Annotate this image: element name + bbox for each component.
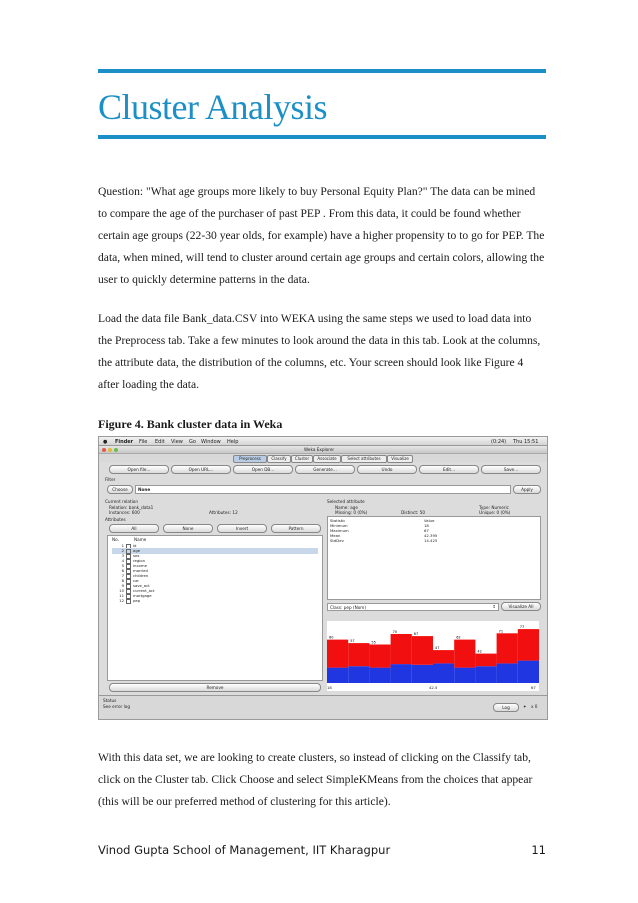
histogram-count-label: 70	[392, 630, 398, 634]
attribute-number: 10	[119, 588, 124, 593]
attribute-number: 12	[119, 598, 124, 603]
relation-name: Relation: bank_data1	[109, 505, 154, 510]
menubar-clock: Thu 15:51	[513, 438, 539, 445]
weka-screenshot	[98, 436, 548, 720]
selected-type: Type: Numeric	[479, 505, 509, 510]
window-titlebar	[99, 446, 547, 454]
remove-button[interactable]: Remove	[109, 683, 321, 692]
histogram-bar-blue	[327, 668, 348, 683]
class-select[interactable]	[327, 603, 499, 611]
histogram-count-label: 60	[329, 635, 334, 640]
open-url-button[interactable]: Open URL...	[171, 465, 231, 474]
histogram-bar-blue	[348, 666, 369, 683]
zoom-window-icon[interactable]	[114, 448, 118, 452]
minimize-window-icon[interactable]	[108, 448, 112, 452]
attribute-name: age	[133, 548, 141, 553]
attribute-name: car	[133, 578, 139, 583]
histogram-bar-red	[497, 633, 518, 663]
selected-unique: Unique: 0 (0%)	[479, 510, 511, 515]
paragraph-cluster: With this data set, we are looking to create clusters, so instead of clicking on the Classify tab, click on the Cluster tab. Click Choose and select SimpleKMeans from the choices that appear (this will be our preferred method of clustering for this article).	[98, 751, 533, 808]
checkbox-icon[interactable]	[126, 599, 131, 604]
attributes-count: Attributes: 12	[209, 510, 238, 515]
histogram-bar-red	[348, 643, 369, 666]
title-rule	[98, 135, 546, 139]
attribute-name: sex	[133, 553, 140, 558]
histogram-count-label: 71	[498, 629, 504, 634]
edit-button[interactable]: Edit...	[419, 465, 479, 474]
status-value: See error log	[103, 704, 130, 709]
age-histogram	[327, 621, 539, 691]
attribute-name: id	[133, 543, 137, 548]
stat-name: Mean	[330, 533, 341, 538]
window-title: Weka Explorer	[304, 447, 335, 452]
attribute-number: 8	[121, 578, 124, 583]
histogram-bar-red	[369, 645, 390, 668]
tab-classify[interactable]: Classify	[267, 455, 291, 463]
mac-menubar	[99, 437, 547, 446]
histogram-bar-blue	[369, 668, 390, 683]
menu-help[interactable]: Help	[227, 438, 239, 445]
tab-preprocess[interactable]: Preprocess	[233, 455, 267, 463]
histogram-bar-blue	[412, 665, 433, 683]
histogram-bar-red	[327, 640, 348, 668]
selected-distinct: Distinct: 50	[401, 510, 426, 515]
stat-value: 42.395	[424, 533, 438, 538]
menu-edit[interactable]: Edit	[155, 438, 165, 445]
visualize-all-button[interactable]: Visualize All	[501, 602, 541, 611]
tab-select-attributes[interactable]: Select attributes	[341, 455, 387, 463]
selected-attribute-label: Selected attribute	[327, 499, 365, 504]
histogram-bar-blue	[497, 663, 518, 683]
apple-icon: ●	[103, 438, 108, 445]
menu-window[interactable]: Window	[201, 438, 221, 445]
attribute-number: 11	[119, 593, 124, 598]
pattern-button[interactable]: Pattern	[271, 524, 321, 533]
attribute-number: 3	[121, 553, 124, 558]
col-no: No.	[112, 537, 119, 542]
undo-button[interactable]: Undo	[357, 465, 417, 474]
histogram-bar-red	[454, 640, 475, 668]
attribute-list[interactable]	[107, 535, 323, 681]
histogram-count-label: 77	[519, 625, 525, 630]
stat-header: Statistic	[330, 518, 346, 523]
select-none-button[interactable]: None	[163, 524, 213, 533]
attribute-name: children	[133, 573, 149, 578]
attribute-number: 5	[121, 563, 124, 568]
selected-name: Name: age	[335, 505, 358, 510]
attribute-number: 9	[121, 583, 124, 588]
select-all-button[interactable]: All	[109, 524, 159, 533]
attribute-name: mortgage	[133, 593, 152, 598]
attribute-name: pep	[133, 598, 141, 603]
histogram-count-label: 67	[413, 632, 419, 637]
status-bar	[99, 695, 547, 720]
attribute-number: 6	[121, 568, 124, 573]
histogram-count-label: 62	[456, 635, 461, 640]
page-title: Cluster Analysis	[98, 87, 328, 127]
weka-bird-icon: ✦	[523, 704, 527, 709]
open-file-button[interactable]: Open file...	[109, 465, 169, 474]
attribute-name: region	[133, 558, 146, 563]
attribute-row[interactable]	[112, 598, 318, 604]
histogram-bar-blue	[475, 666, 496, 683]
stat-value: 67	[424, 528, 429, 533]
chevron-down-icon: ⇕	[492, 604, 496, 609]
attribute-number: 7	[121, 573, 124, 578]
page-number: 11	[531, 843, 546, 857]
histogram-bar-red	[412, 636, 433, 665]
histogram-axis-label: 42.5	[429, 685, 438, 690]
histogram-count-label: 55	[371, 640, 376, 645]
explorer-tabs	[99, 454, 547, 462]
filter-field[interactable]	[135, 485, 511, 494]
page-footer	[98, 843, 546, 857]
invert-button[interactable]: Invert	[217, 524, 267, 533]
tab-cluster[interactable]: Cluster	[291, 455, 313, 463]
current-relation-label: Current relation	[105, 499, 139, 504]
instances-count: Instances: 600	[109, 510, 140, 515]
stat-name: Maximum	[330, 528, 349, 533]
statistics-table	[327, 516, 541, 600]
filter-value: None	[138, 487, 151, 492]
attribute-number: 2	[121, 548, 124, 553]
paragraph-question: Question: "What age groups more likely to buy Personal Equity Plan?" The data can be mined to compare the age of the purchaser of past PEP . From this data, it could be found whether certain age groups (22-30 year olds, for example) have a higher propensity to to go for PEP. The data, when mined, will tend to cluster around certain age groups and certain colors, allowing the user to quickly determine patterns in the data.	[98, 185, 545, 286]
histogram-bar-blue	[454, 668, 475, 683]
footer-school: Vinod Gupta School of Management, IIT Kharagpur	[98, 843, 391, 857]
histogram-axis-label: 18	[327, 685, 332, 690]
log-button[interactable]: Log	[493, 703, 519, 712]
attribute-name: save_act	[133, 583, 150, 588]
attribute-number: 4	[121, 558, 124, 563]
stat-value: 14.425	[424, 538, 438, 543]
histogram-bar-blue	[433, 663, 454, 683]
attribute-number: 1	[121, 543, 124, 548]
close-window-icon[interactable]	[102, 448, 106, 452]
figure-caption: Figure 4. Bank cluster data in Weka	[98, 417, 283, 431]
selected-missing: Missing: 0 (0%)	[335, 510, 368, 515]
histogram-bar-red	[518, 629, 539, 661]
histogram-count-label: 42	[477, 649, 482, 654]
x-count: x 0	[531, 704, 538, 709]
attribute-name: income	[133, 563, 147, 568]
open-db-button[interactable]: Open DB...	[233, 465, 293, 474]
histogram-bar-red	[433, 650, 454, 663]
attribute-name: current_act	[133, 588, 155, 593]
tab-visualize[interactable]: Visualize	[387, 455, 413, 463]
stat-name: StdDev	[330, 538, 344, 543]
histogram-axis-label: 67	[531, 685, 536, 690]
tab-associate[interactable]: Associate	[313, 455, 341, 463]
stat-value: 18	[424, 523, 429, 528]
histogram-bar-blue	[391, 664, 412, 683]
histogram-bar-red	[391, 634, 412, 664]
histogram-bar-red	[475, 654, 496, 667]
menu-view[interactable]: View	[171, 438, 183, 445]
filter-label: Filter	[105, 477, 116, 482]
choose-filter-button[interactable]: Choose	[107, 485, 133, 494]
stat-name: Minimum	[330, 523, 348, 528]
histogram-count-label: 57	[350, 639, 355, 644]
battery-status: (0:24)	[491, 438, 507, 445]
class-select-value: Class: pep (Nom)	[330, 604, 367, 610]
attribute-name: married	[133, 568, 148, 573]
paragraph-load: Load the data file Bank_data.CSV into WEKA using the same steps we used to load data into the Preprocess tab. Take a few minutes to look around the data in this tab. Look at the columns, the attribute data, the distribution of the columns, etc. Your screen should look like Figure 4 after loading the data.	[98, 312, 541, 391]
apply-button[interactable]: Apply	[513, 485, 541, 494]
attributes-label: Attributes	[105, 517, 126, 522]
value-header: Value	[424, 518, 435, 523]
histogram-bar-blue	[518, 661, 539, 683]
col-name: Name	[134, 537, 147, 542]
generate-button[interactable]: Generate...	[295, 465, 355, 474]
top-rule	[98, 69, 546, 73]
save-button[interactable]: Save...	[481, 465, 541, 474]
menu-file[interactable]: File	[139, 438, 148, 445]
menu-go[interactable]: Go	[189, 438, 196, 445]
menu-finder[interactable]: Finder	[115, 438, 134, 445]
histogram-count-label: 47	[435, 646, 440, 651]
status-label: Status	[103, 698, 117, 703]
